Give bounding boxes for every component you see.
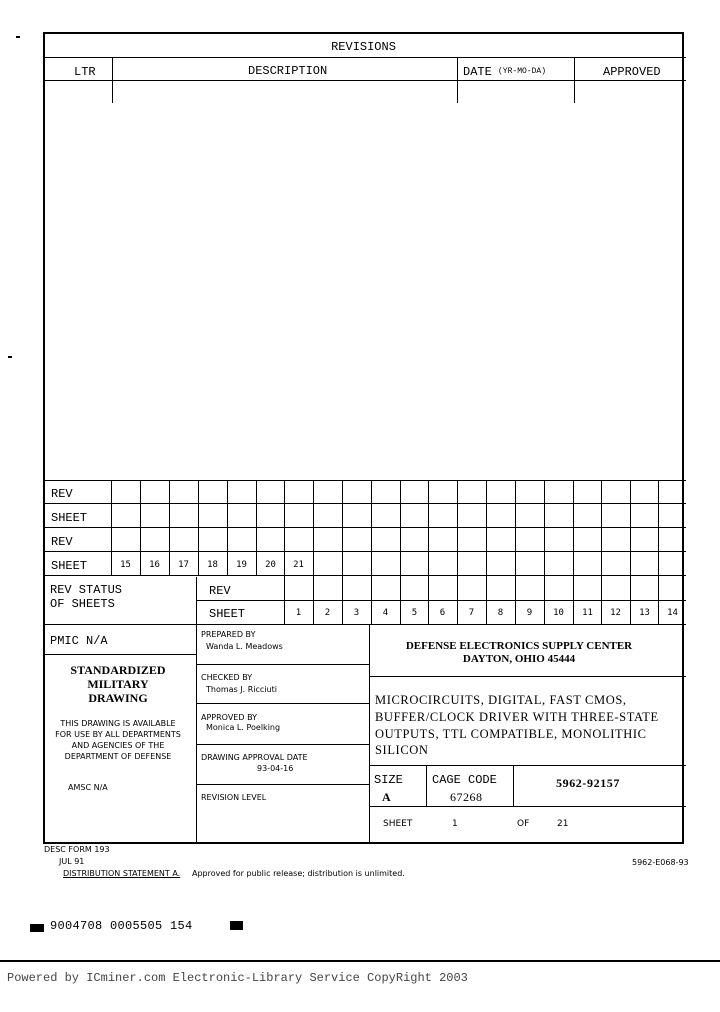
grid-line bbox=[601, 480, 602, 575]
grid-line bbox=[630, 480, 631, 575]
col-description: DESCRIPTION bbox=[248, 64, 328, 78]
sheet-label-1: SHEET bbox=[51, 511, 88, 525]
grid-line bbox=[342, 480, 343, 575]
sheet-number-20: 20 bbox=[265, 560, 276, 570]
barcode-text: 9004708 0005505 154 bbox=[50, 919, 193, 933]
col-date-format: (YR-MO-DA) bbox=[498, 67, 547, 76]
availability-line-1: THIS DRAWING IS AVAILABLE bbox=[60, 719, 176, 728]
sheet-number-21: 21 bbox=[293, 560, 304, 570]
sheet-label-3: SHEET bbox=[209, 607, 246, 621]
cage-code-label: CAGE CODE bbox=[432, 773, 497, 787]
distribution-text: Approved for public release; distribution is unlimited. bbox=[192, 869, 405, 878]
sheet-number-2: 2 bbox=[324, 608, 331, 618]
checked-by-name: Thomas J. Ricciuti bbox=[206, 685, 277, 694]
availability-line-2: FOR USE BY ALL DEPARTMENTS bbox=[55, 730, 181, 739]
standardized-line-3: DRAWING bbox=[88, 691, 148, 705]
rev-status-label: REV STATUS bbox=[50, 583, 123, 597]
grid-line bbox=[658, 480, 659, 575]
grid-line bbox=[400, 480, 401, 575]
revisions-title: REVISIONS bbox=[331, 40, 396, 54]
sheet-number-13: 13 bbox=[639, 608, 650, 618]
sheet-number-7: 7 bbox=[468, 608, 475, 618]
grid-line bbox=[196, 600, 686, 601]
approved-by-name: Monica L. Poelking bbox=[206, 723, 281, 732]
rev-label-1: REV bbox=[51, 487, 73, 501]
distribution-label: DISTRIBUTION STATEMENT A. bbox=[63, 869, 181, 878]
margin-tick bbox=[8, 356, 12, 358]
sheet-number-14: 14 bbox=[667, 608, 678, 618]
col-date: DATE bbox=[463, 65, 492, 79]
sheet-number-10: 10 bbox=[553, 608, 564, 618]
grid-line bbox=[515, 480, 516, 575]
sheet-number-19: 19 bbox=[236, 560, 247, 570]
sheet-number-8: 8 bbox=[497, 608, 504, 618]
rev-label-3: REV bbox=[209, 584, 231, 598]
rev-label-2: REV bbox=[51, 535, 73, 549]
sheet-number-1: 1 bbox=[295, 608, 302, 618]
sheet-number-16: 16 bbox=[149, 560, 160, 570]
of-sheets-label: OF SHEETS bbox=[50, 597, 115, 611]
sheet-number-3: 3 bbox=[353, 608, 360, 618]
col-approved: APPROVED bbox=[603, 65, 661, 79]
grid-line bbox=[544, 480, 545, 575]
grid-line bbox=[43, 575, 686, 576]
availability-line-3: AND AGENCIES OF THE bbox=[71, 741, 165, 750]
approval-date-value: 93-04-16 bbox=[257, 764, 294, 773]
sheet-value: 1 bbox=[452, 819, 458, 829]
pmic-label: PMIC N/A bbox=[50, 634, 108, 648]
title-line-3: OUTPUTS, TTL COMPATIBLE, MONOLITHIC bbox=[375, 727, 647, 741]
title-line-1: MICROCIRCUITS, DIGITAL, FAST CMOS, bbox=[375, 693, 627, 707]
prepared-by-label: PREPARED BY bbox=[201, 630, 256, 639]
agency-name: DEFENSE ELECTRONICS SUPPLY CENTER bbox=[405, 640, 633, 652]
sheet-number-5: 5 bbox=[411, 608, 418, 618]
sheet-label: SHEET bbox=[383, 819, 413, 829]
sheet-label-2: SHEET bbox=[51, 559, 88, 573]
powered-by-text: Powered by ICminer.com Electronic-Library Service CopyRight 2003 bbox=[7, 971, 468, 985]
form-number: DESC FORM 193 bbox=[44, 845, 110, 854]
grid-line bbox=[313, 480, 314, 575]
sheet-number-15: 15 bbox=[120, 560, 131, 570]
grid-line bbox=[573, 480, 574, 575]
sheet-number-6: 6 bbox=[439, 608, 446, 618]
standardized-line-1: STANDARDIZED bbox=[70, 663, 166, 677]
drawing-number: 5962-92157 bbox=[556, 776, 620, 790]
form-date: JUL 91 bbox=[59, 857, 85, 866]
barcode-block-left bbox=[30, 924, 44, 932]
availability-line-4: DEPARTMENT OF DEFENSE bbox=[64, 752, 172, 761]
margin-tick bbox=[16, 36, 20, 38]
size-value: A bbox=[382, 790, 391, 804]
document-code: 5962-E068-93 bbox=[632, 858, 689, 867]
sheet-number-17: 17 bbox=[178, 560, 189, 570]
revision-level-label: REVISION LEVEL bbox=[201, 793, 267, 802]
amsc-label: AMSC N/A bbox=[68, 783, 108, 792]
prepared-by-name: Wanda L. Meadows bbox=[206, 642, 283, 651]
grid-line bbox=[486, 480, 487, 575]
cage-code-value: 67268 bbox=[450, 790, 483, 804]
sheet-number-4: 4 bbox=[382, 608, 389, 618]
size-label: SIZE bbox=[374, 773, 403, 787]
barcode-block-right bbox=[230, 921, 243, 930]
of-value: 21 bbox=[557, 819, 569, 829]
sheet-number-12: 12 bbox=[610, 608, 621, 618]
agency-address: DAYTON, OHIO 45444 bbox=[462, 653, 576, 665]
title-line-4: SILICON bbox=[375, 743, 429, 757]
approved-by-label: APPROVED BY bbox=[201, 713, 258, 722]
checked-by-label: CHECKED BY bbox=[201, 673, 253, 682]
col-ltr: LTR bbox=[74, 65, 96, 79]
sheet-number-11: 11 bbox=[582, 608, 593, 618]
sheet-number-18: 18 bbox=[207, 560, 218, 570]
title-line-2: BUFFER/CLOCK DRIVER WITH THREE-STATE bbox=[375, 710, 659, 724]
sheet-number-9: 9 bbox=[526, 608, 533, 618]
grid-line bbox=[428, 480, 429, 575]
approval-date-label: DRAWING APPROVAL DATE bbox=[201, 753, 308, 762]
standardized-line-2: MILITARY bbox=[87, 677, 149, 691]
grid-line bbox=[371, 480, 372, 575]
of-label: OF bbox=[517, 819, 530, 829]
grid-line bbox=[457, 480, 458, 575]
